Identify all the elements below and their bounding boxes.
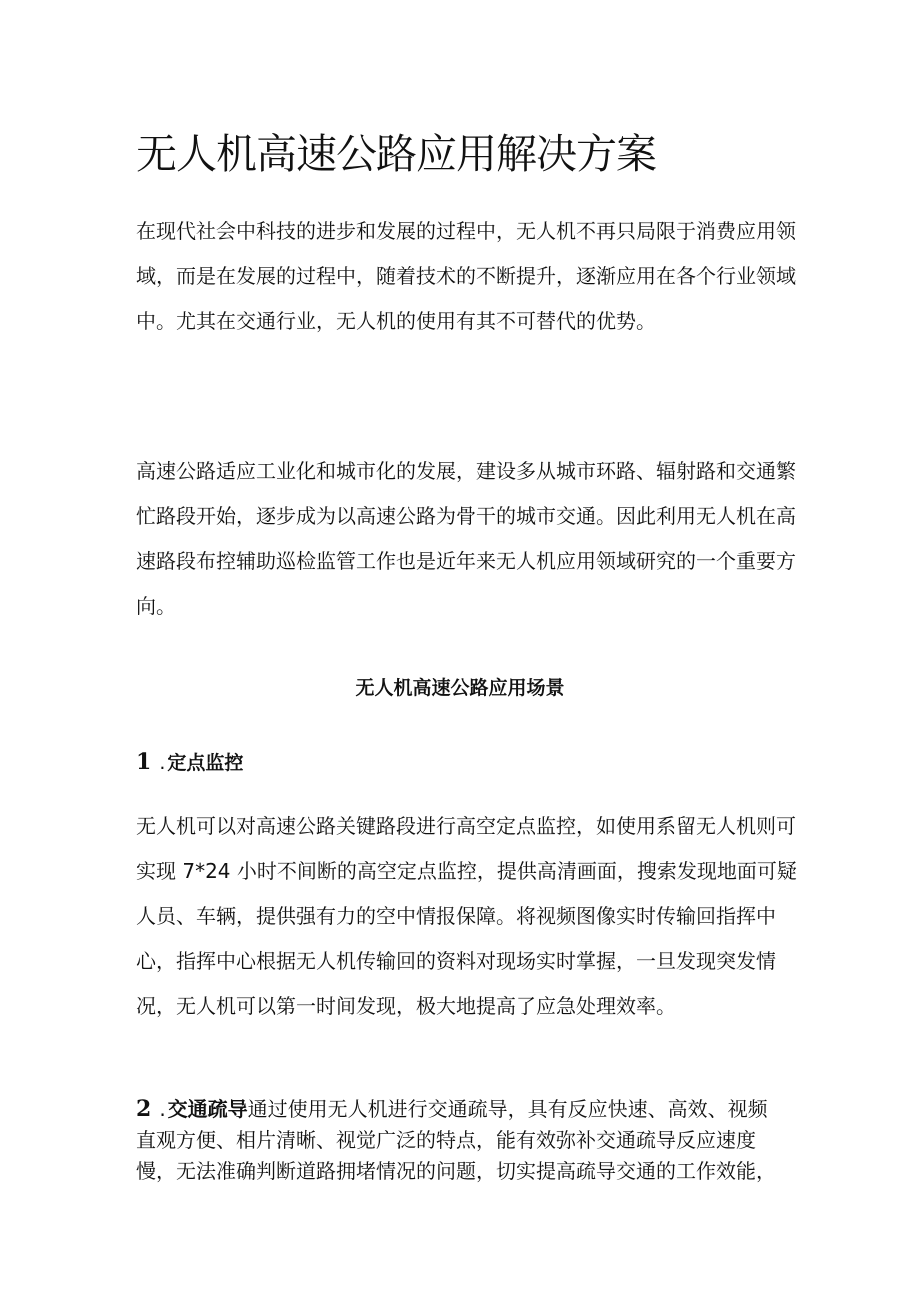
item-2-body: 通过使用无人机进行交通疏导，具有反应快速、高效、视频直观方便、相片清晰、视觉广泛的特点，能有效弥补交通疏导反应速度慢，无法准确判断道路拥堵情况的问题，切实提高疏导交通的工作效能， — [136, 1097, 776, 1183]
intro-paragraph-1: 在现代社会中科技的进步和发展的过程中，无人机不再只局限于消费应用领域，而是在发展的过程中，随着技术的不断提升，逐渐应用在各个行业领域中。尤其在交通行业，无人机的使用有其不可替代的优势。 — [136, 219, 796, 333]
item-2-paragraph — [136, 1094, 786, 1187]
item-1-heading: 定点监控 — [167, 752, 244, 774]
item-1-dot: . — [159, 752, 166, 774]
item-2-heading: 交通疏导 — [167, 1097, 248, 1121]
item-1-heading-line — [136, 744, 243, 781]
item-2-number: 2 — [136, 1096, 152, 1122]
item-1-body: 无人机可以对高速公路关键路段进行高空定点监控，如使用系留无人机则可实现 7*24 小时不间断的高空定点监控，提供高清画面，搜索发现地面可疑人员、车辆，提供强有力的空中情报保障。将视频图像实时传输回指挥中心，指挥中心根据无人机传输回的资料对现场实时掌握，一旦发现突发情况，无人机可以第一时间发现，极大地提高了应急处理效率。 — [136, 814, 797, 1018]
item-1-number: 1 — [136, 749, 152, 775]
document-title: 无人机高速公路应用解决方案 — [136, 130, 656, 178]
item-2-dot: . — [159, 1097, 166, 1121]
section-title: 无人机高速公路应用场景 — [355, 677, 565, 699]
intro-paragraph-2: 高速公路适应工业化和城市化的发展，建设多从城市环路、辐射路和交通繁忙路段开始，逐步成为以高速公路为骨干的城市交通。因此利用无人机在高速路段布控辅助巡检监管工作也是近年来无人机应用领域研究的一个重要方向。 — [136, 459, 796, 618]
